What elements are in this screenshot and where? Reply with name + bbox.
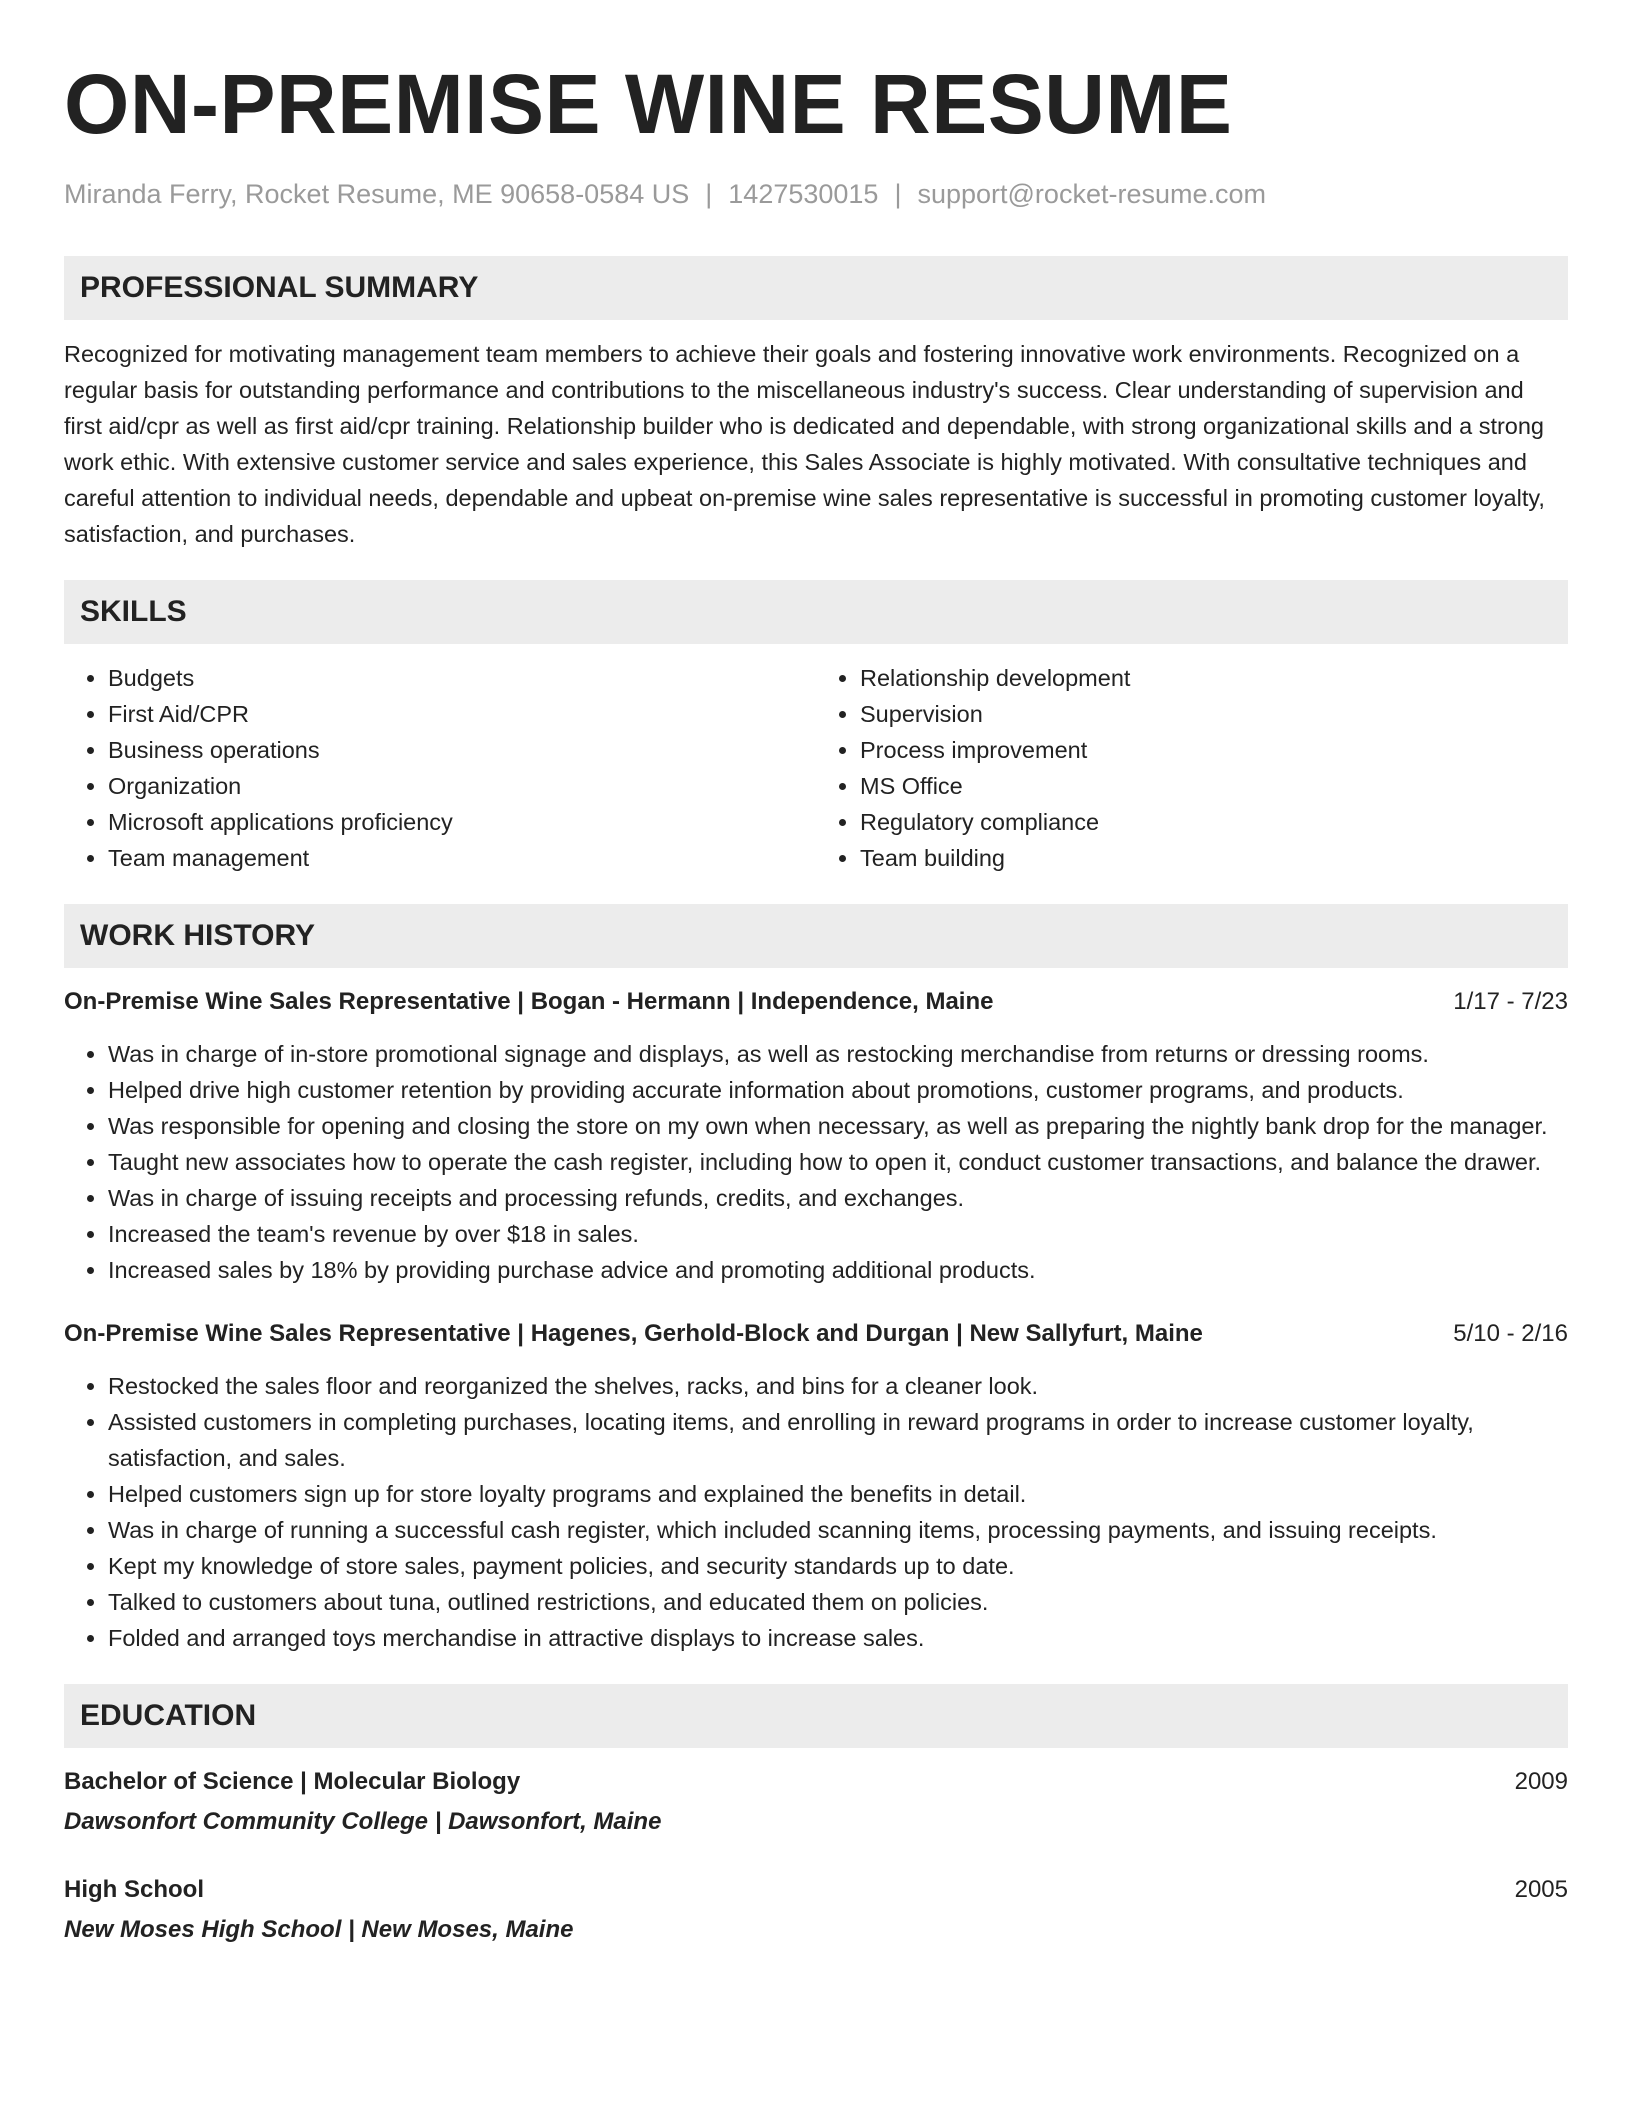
job-bullet: • Taught new associates how to operate the cash register, including how to open it, conduct customer transactions, and balance the drawer. (108, 1144, 1568, 1180)
education-degree: High School (64, 1876, 204, 1903)
job-bullet: • Was responsible for opening and closing the store on my own when necessary, as well as preparing the nightly bank drop for the manager. (108, 1108, 1568, 1144)
job-entry (64, 1316, 1568, 1656)
skill-item: • Business operations (108, 732, 816, 768)
skills-list (64, 660, 1568, 876)
skills-column-left (64, 660, 816, 876)
job-title: On-Premise Wine Sales Representative | Hagenes, Gerhold-Block and Durgan | New Sallyfurt, Maine (64, 1320, 1203, 1347)
education-entry (64, 1764, 1568, 1840)
contact-address: Miranda Ferry, Rocket Resume, ME 90658-0584 US (64, 179, 690, 209)
contact-separator: | (894, 179, 902, 209)
education-header (64, 1872, 1568, 1908)
education-year: 2005 (1514, 1876, 1568, 1903)
education-degree: Bachelor of Science | Molecular Biology (64, 1768, 521, 1795)
skill-item: • Relationship development (860, 660, 1568, 696)
summary-heading: PROFESSIONAL SUMMARY (64, 256, 1568, 320)
job-bullet: • Folded and arranged toys merchandise in attractive displays to increase sales. (108, 1620, 1568, 1656)
skills-column-right (816, 660, 1568, 876)
job-header (64, 1316, 1568, 1352)
job-bullet: • Talked to customers about tuna, outlined restrictions, and educated them on policies. (108, 1584, 1568, 1620)
job-header (64, 984, 1568, 1020)
work-heading: WORK HISTORY (64, 904, 1568, 968)
job-dates: 1/17 - 7/23 (1453, 988, 1568, 1015)
job-bullet: • Was in charge of issuing receipts and processing refunds, credits, and exchanges. (108, 1180, 1568, 1216)
education-year: 2009 (1514, 1768, 1568, 1795)
contact-separator: | (705, 179, 713, 209)
education-heading: EDUCATION (64, 1684, 1568, 1748)
job-bullet: • Increased the team's revenue by over $18 in sales. (108, 1216, 1568, 1252)
summary-text: Recognized for motivating management team members to achieve their goals and fostering innovative work environments. Recognized on a regular basis for outstanding performance and contributions to the miscellaneous industry's success. Clear understanding of supervision and first aid/cpr as well as first aid/cpr training. Relationship builder who is dedicated and dependable, with strong organizational skills and a strong work ethic. With extensive customer service and sales experience, this Sales Associate is highly motivated. With consultative techniques and careful attention to individual needs, dependable and upbeat on-premise wine sales representative is successful in promoting customer loyalty, satisfaction, and purchases. (64, 341, 1545, 547)
job-dates: 5/10 - 2/16 (1453, 1320, 1568, 1347)
education-header (64, 1764, 1568, 1800)
skill-item: • Regulatory compliance (860, 804, 1568, 840)
education-school: New Moses High School | New Moses, Maine (64, 1916, 574, 1943)
skill-item: • Team building (860, 840, 1568, 876)
contact-line (64, 176, 1568, 212)
job-bullet: • Was in charge of in-store promotional signage and displays, as well as restocking merchandise from returns or dressing rooms. (108, 1036, 1568, 1072)
job-bullet: • Assisted customers in completing purchases, locating items, and enrolling in reward programs in order to increase customer loyalty, satisfaction, and sales. (108, 1404, 1568, 1476)
job-bullet: • Was in charge of running a successful cash register, which included scanning items, processing payments, and issuing receipts. (108, 1512, 1568, 1548)
job-bullet: • Helped customers sign up for store loyalty programs and explained the benefits in detail. (108, 1476, 1568, 1512)
job-title: On-Premise Wine Sales Representative | Bogan - Hermann | Independence, Maine (64, 988, 994, 1015)
skill-item: • Microsoft applications proficiency (108, 804, 816, 840)
skill-item: • Team management (108, 840, 816, 876)
skill-item: • Budgets (108, 660, 816, 696)
job-entry (64, 984, 1568, 1288)
skill-item: • Supervision (860, 696, 1568, 732)
job-bullet: • Kept my knowledge of store sales, payment policies, and security standards up to date. (108, 1548, 1568, 1584)
job-bullet: • Increased sales by 18% by providing purchase advice and promoting additional products. (108, 1252, 1568, 1288)
contact-email: support@rocket-resume.com (917, 179, 1266, 209)
skill-item: • First Aid/CPR (108, 696, 816, 732)
job-bullets (64, 1368, 1568, 1656)
skill-item: • MS Office (860, 768, 1568, 804)
education-entry (64, 1872, 1568, 1948)
resume-title: ON-PREMISE WINE RESUME (64, 57, 1233, 151)
job-bullet: • Restocked the sales floor and reorganized the shelves, racks, and bins for a cleaner look. (108, 1368, 1568, 1404)
skills-heading: SKILLS (64, 580, 1568, 644)
job-bullet: • Helped drive high customer retention by providing accurate information about promotions, customer programs, and products. (108, 1072, 1568, 1108)
skill-item: • Process improvement (860, 732, 1568, 768)
job-bullets (64, 1036, 1568, 1288)
education-school: Dawsonfort Community College | Dawsonfort, Maine (64, 1808, 662, 1835)
skill-item: • Organization (108, 768, 816, 804)
contact-phone: 1427530015 (728, 179, 879, 209)
